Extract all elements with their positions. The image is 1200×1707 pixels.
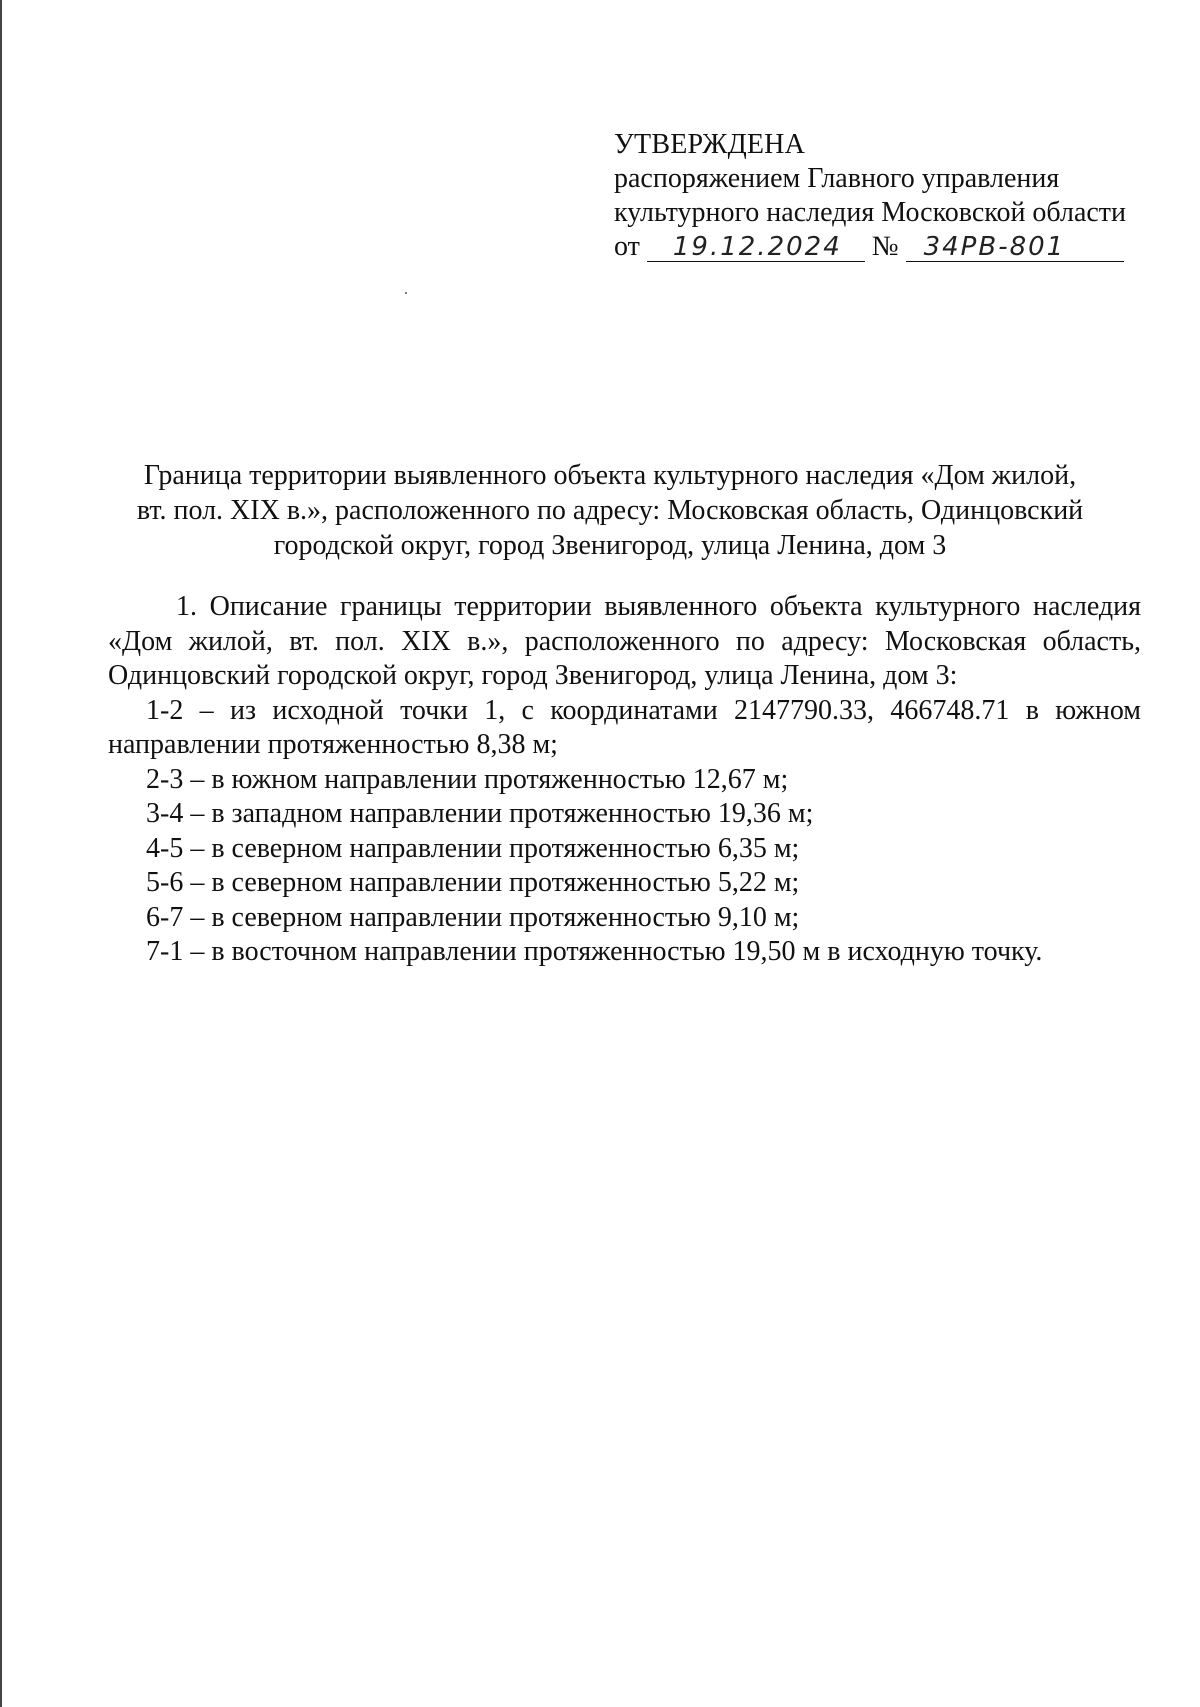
approval-authority-line-2: культурного наследия Московской области (614, 197, 1127, 228)
approval-heading: УТВЕРЖДЕНА (614, 129, 806, 160)
segment-item: 5-6 – в северном направлении протяженностью 5,22 м; (146, 867, 800, 898)
segment-item: 4-5 – в северном направлении протяженностью 6,35 м; (146, 832, 800, 864)
title-line-2: вт. пол. XIX в.», расположенного по адресу: Московская область, Одинцовский (136, 495, 1084, 526)
approval-authority-line-1: распоряжением Главного управления (614, 163, 1060, 194)
handwritten-number: 34РВ-801 (906, 232, 1124, 262)
segment-item: 7-1 – в восточном направлении протяженностью 19,50 м в исходную точку. (146, 936, 1043, 967)
number-prefix: № (871, 231, 899, 262)
title-line-1: Граница территории выявленного объекта культурного наследия «Дом жилой, (143, 460, 1077, 491)
segment-item: 3-4 – в западном направлении протяженностью 19,36 м; (146, 798, 814, 829)
scan-left-edge (0, 0, 2, 1707)
segment-item: 1-2 – из исходной точки 1, с координатами 2147790.33, 466748.71 в южном направлении протяженностью 8,38 м; (108, 694, 1141, 760)
segment-item: 2-3 – в южном направлении протяженностью 12,67 м; (146, 763, 789, 795)
title-line-3: городской округ, город Звенигород, улица Ленина, дом 3 (273, 530, 947, 561)
scan-speck (405, 292, 407, 294)
handwritten-date: 19.12.2024 (647, 232, 865, 262)
approval-date-number-row (614, 230, 1174, 264)
segment-item: 6-7 – в северном направлении протяженностью 9,10 м; (146, 901, 800, 933)
date-prefix: от (614, 231, 640, 262)
description-paragraph: 1. Описание границы территории выявленного объекта культурного наследия «Дом жилой, вт. пол. XIX в.», расположенного по адресу: Московская область, Одинцовский городской округ, город Звенигород, улица Ленина, дом 3: (108, 591, 1141, 691)
boundary-description (108, 590, 1141, 970)
approval-stamp-block (614, 128, 1174, 264)
document-title (100, 458, 1120, 563)
